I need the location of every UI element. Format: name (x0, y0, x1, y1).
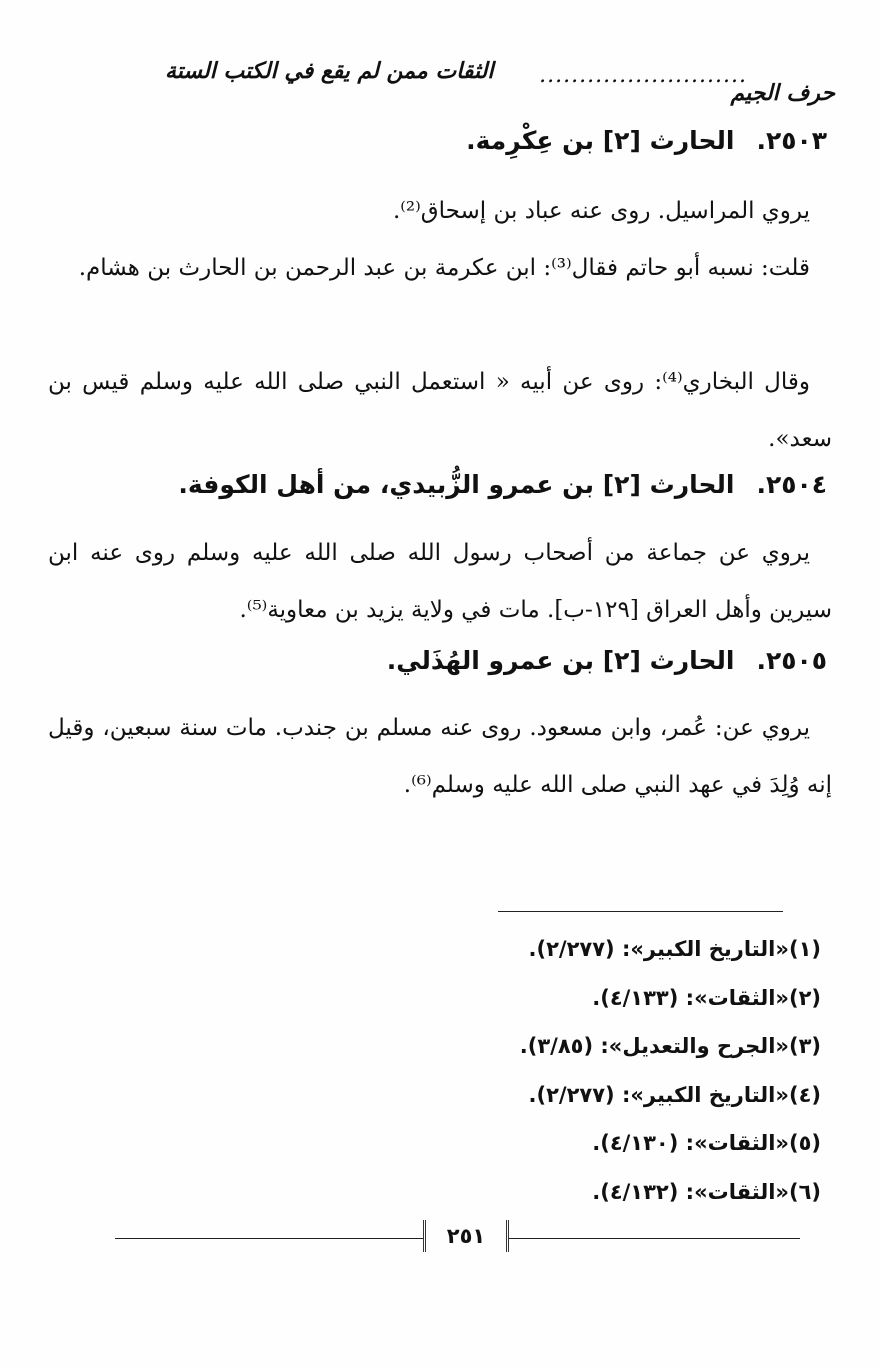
header-book-title: الثقات ممن لم يقع في الكتب الستة (165, 58, 494, 84)
entry-paragraph: يروي عن: عُمر، وابن مسعود. روى عنه مسلم بن جندب. مات سنة سبعين، وقيل إنه وُلِدَ في عهد النبي صلى الله عليه وسلم⁽⁶⁾. (48, 715, 832, 798)
entry-name: الحارث [٢] بن عِكْرِمة. (466, 126, 735, 155)
entry-title-2505 (381, 646, 827, 675)
footnotes (520, 925, 821, 1216)
entry-name: الحارث [٢] بن عمرو الهُذَلي. (386, 646, 735, 675)
entry-paragraph: يروي المراسيل. روى عنه عباد بن إسحاق⁽²⁾. (392, 198, 810, 224)
footnote: (٦)«الثقات»: (٤/١٣٢). (592, 1179, 821, 1204)
footnote: (٤)«التاريخ الكبير»: (٢/٢٧٧). (528, 1082, 821, 1107)
entry-number: ٢٥٠٥. (756, 646, 827, 675)
entry-title-2503 (460, 126, 827, 155)
entry-name: الحارث [٢] بن عمرو الزُّبيدي، من أهل الكوفة. (178, 470, 735, 499)
running-header (165, 58, 835, 106)
footnote: (٥)«الثقات»: (٤/١٣٠). (592, 1131, 821, 1155)
entry-paragraph: يروي عن جماعة من أصحاب رسول الله صلى الله عليه وسلم روى عنه ابن سيرين وأهل العراق [١٢٩-ب]. مات في ولاية يزيد بن معاوية⁽⁵⁾. (48, 540, 832, 623)
entry-paragraph: قلت: نسبه أبو حاتم فقال⁽³⁾: ابن عكرمة بن عبد الرحمن بن الحارث بن هشام. (78, 255, 810, 281)
footnote: (٣)«الجرح والتعديل»: (٣/٨٥). (519, 1034, 821, 1058)
header-chapter: حرف الجيم (730, 80, 835, 106)
header-dots: .......................... (539, 63, 747, 88)
entry-number: ٢٥٠٤. (756, 470, 827, 499)
footnote: (٢)«الثقات»: (٤/١٣٣). (592, 985, 821, 1010)
entry-number: ٢٥٠٣. (756, 126, 827, 155)
entry-paragraph: وقال البخاري⁽⁴⁾: روى عن أبيه « استعمل النبي صلى الله عليه وسلم قيس بن سعد». (48, 369, 832, 452)
footnote-separator (498, 911, 783, 912)
entry-title-2504 (172, 470, 827, 499)
page-number: ٢٥١ (423, 1220, 509, 1252)
footnote: (١)«التاريخ الكبير»: (٢/٢٧٧). (528, 937, 821, 961)
